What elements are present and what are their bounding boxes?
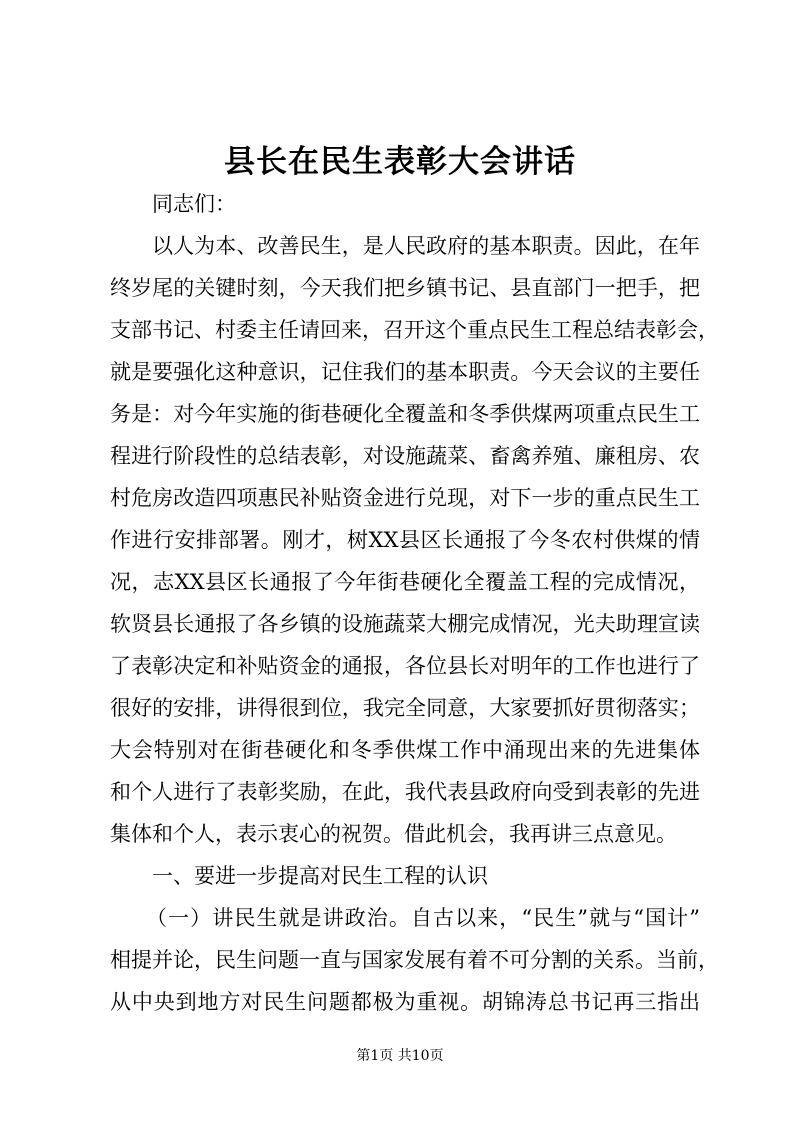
subsection-line: （一）讲民生就是讲政治。自古以来，“民生”就与“国计” bbox=[146, 906, 700, 930]
paragraph-line: 支部书记、村委主任请回来，召开这个重点民生工程总结表彰会， bbox=[110, 318, 719, 342]
paragraph-line: 很好的安排，讲得很到位，我完全同意，大家要抓好贯彻落实； bbox=[110, 696, 700, 720]
paragraph-line: 务是：对今年实施的街巷硬化全覆盖和冬季供煤两项重点民生工 bbox=[110, 402, 700, 426]
paragraph-line: 软贤县长通报了各乡镇的设施蔬菜大棚完成情况，光夫助理宣读 bbox=[110, 612, 700, 636]
paragraph-line: 终岁尾的关键时刻，今天我们把乡镇书记、县直部门一把手，把 bbox=[110, 276, 700, 300]
subsection-line: 相提并论，民生问题一直与国家发展有着不可分割的关系。当前， bbox=[110, 948, 719, 972]
document-title: 县长在民生表彰大会讲话 bbox=[224, 144, 576, 180]
paragraph-line: 和个人进行了表彰奖励，在此，我代表县政府向受到表彰的先进 bbox=[110, 780, 700, 804]
paragraph-line: 以人为本、改善民生，是人民政府的基本职责。因此，在年 bbox=[152, 234, 700, 258]
subsection-line: 从中央到地方对民生问题都极为重视。胡锦涛总书记再三指出 bbox=[110, 990, 700, 1014]
paragraph-line: 大会特别对在街巷硬化和冬季供煤工作中涌现出来的先进集体 bbox=[110, 738, 700, 762]
paragraph-line: 况，志XX县区长通报了今年街巷硬化全覆盖工程的完成情况， bbox=[110, 570, 700, 594]
document-body bbox=[110, 183, 719, 1023]
paragraph-line: 了表彰决定和补贴资金的通报，各位县长对明年的工作也进行了 bbox=[110, 654, 700, 678]
salutation: 同志们： bbox=[152, 192, 236, 216]
page-footer: 第1页 共10页 bbox=[356, 1048, 444, 1064]
paragraph-line: 集体和个人，表示衷心的祝贺。借此机会，我再讲三点意见。 bbox=[110, 822, 677, 846]
paragraph-line: 就是要强化这种意识，记住我们的基本职责。今天会议的主要任 bbox=[110, 360, 700, 384]
paragraph-line: 村危房改造四项惠民补贴资金进行兑现，对下一步的重点民生工 bbox=[110, 486, 700, 510]
paragraph-line: 程进行阶段性的总结表彰，对设施蔬菜、畜禽养殖、廉租房、农 bbox=[110, 444, 700, 468]
section-heading: 一、要进一步提高对民生工程的认识 bbox=[152, 864, 488, 888]
paragraph-line: 作进行安排部署。刚才，树XX县区长通报了今冬农村供煤的情 bbox=[110, 528, 700, 552]
